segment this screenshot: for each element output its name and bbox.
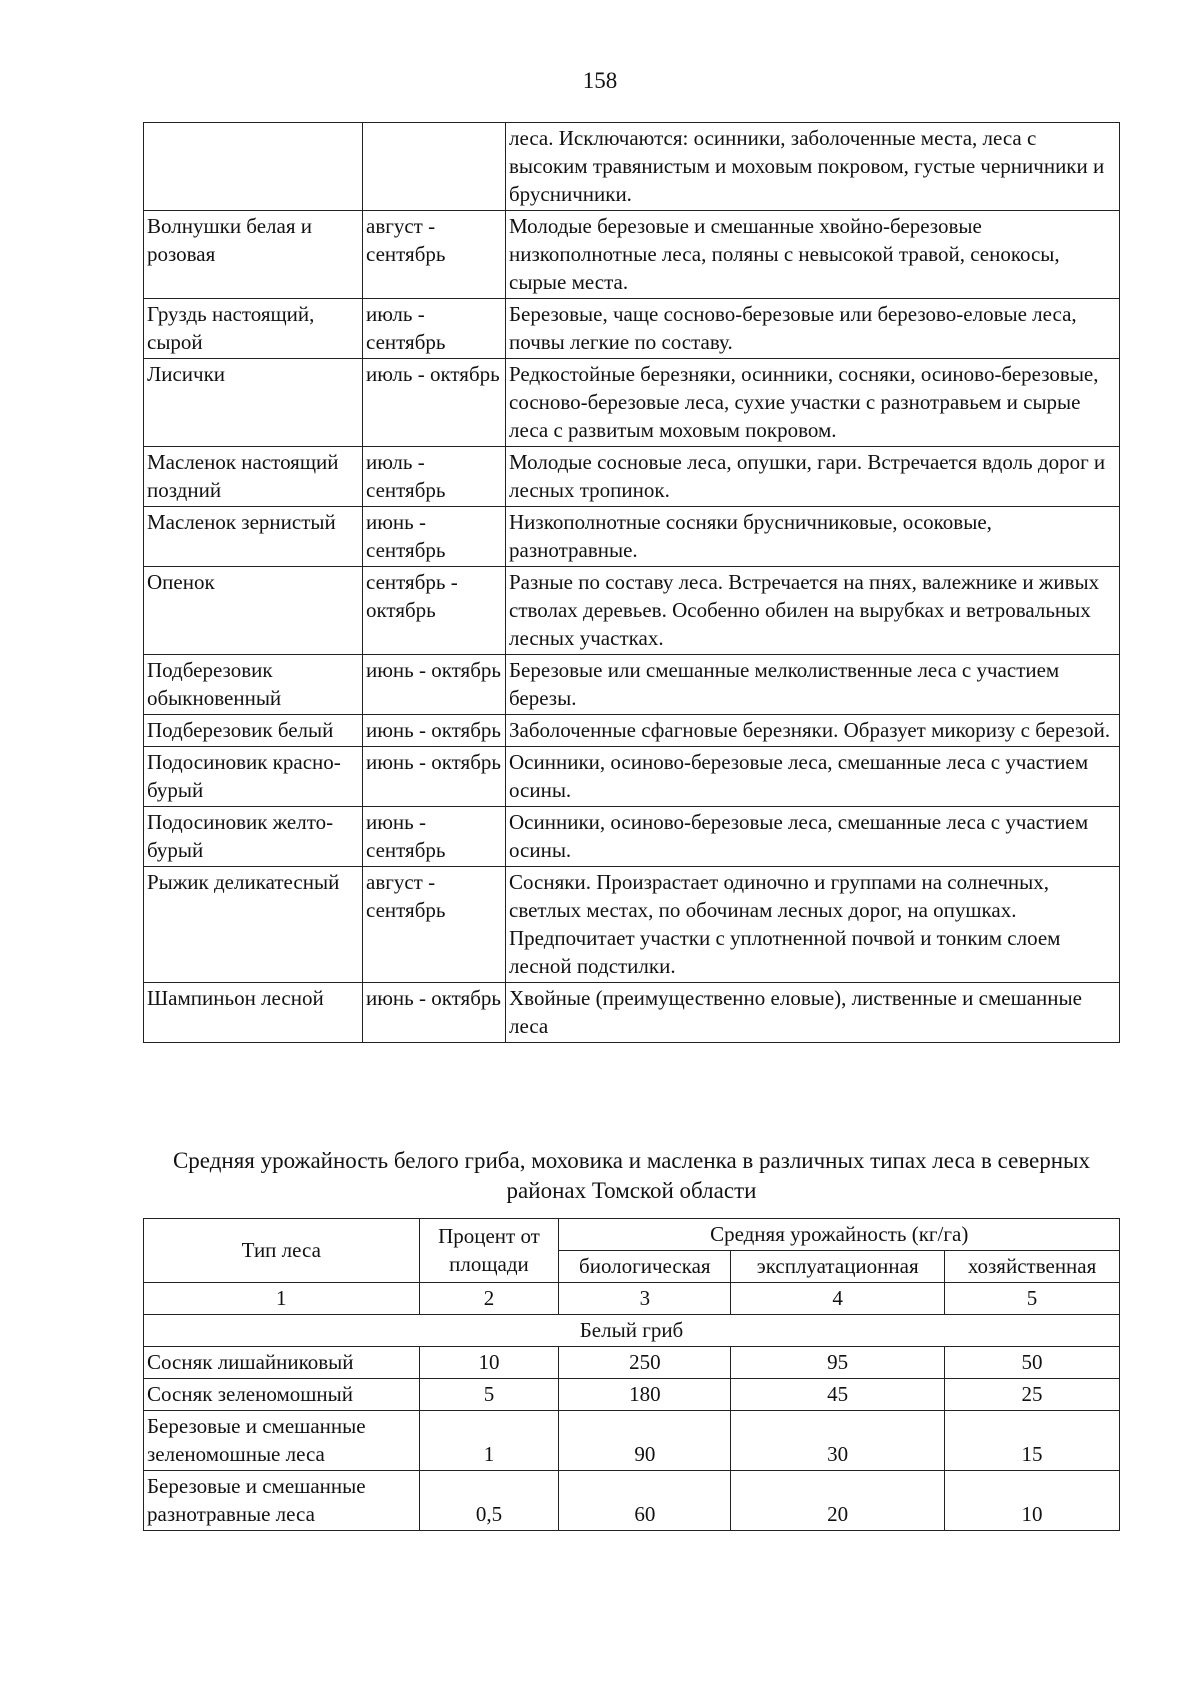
table-row	[144, 807, 1120, 867]
table-row	[144, 983, 1120, 1043]
mushroom-name: Масленок настоящий поздний	[144, 447, 363, 507]
harvest-period: июнь - октябрь	[363, 715, 506, 747]
table-row	[144, 299, 1120, 359]
table-row	[144, 447, 1120, 507]
table-row	[144, 1471, 1120, 1531]
table-row	[144, 1379, 1120, 1411]
mushroom-name: Груздь настоящий, сырой	[144, 299, 363, 359]
mushroom-name: Опенок	[144, 567, 363, 655]
harvest-period: июнь - октябрь	[363, 983, 506, 1043]
harvest-period: июль - октябрь	[363, 359, 506, 447]
yield-table	[143, 1218, 1120, 1531]
harvest-period	[363, 123, 506, 211]
harvest-period: июль - сентябрь	[363, 447, 506, 507]
economic-yield: 10	[945, 1471, 1120, 1531]
operational-yield: 95	[731, 1347, 945, 1379]
mushroom-name	[144, 123, 363, 211]
column-number-row	[144, 1283, 1120, 1315]
table-caption: Средняя урожайность белого гриба, моховика и масленка в различных типах леса в северных районах Томской области	[172, 1148, 1091, 1203]
operational-yield: 45	[731, 1379, 945, 1411]
table-row	[144, 747, 1120, 807]
habitat-description: Сосняки. Произрастает одиночно и группами на солнечных, светлых местах, по обочинам лесных дорог, на опушках. Предпочитает участки с уплотненной почвой и тонким слоем лесной подстилки.	[506, 867, 1120, 983]
harvest-period: июнь - октябрь	[363, 747, 506, 807]
habitat-description: Редкостойные березняки, осинники, сосняки, осиново-березовые, сосново-березовые леса, сухие участки с разнотравьем и сырые леса с развитым моховым покровом.	[506, 359, 1120, 447]
harvest-period: июнь - сентябрь	[363, 807, 506, 867]
table-row	[144, 1347, 1120, 1379]
economic-yield: 15	[945, 1411, 1120, 1471]
section-row	[144, 1315, 1120, 1347]
header-operational: эксплуатационная	[731, 1251, 945, 1283]
table-row	[144, 567, 1120, 655]
area-percent: 10	[419, 1347, 559, 1379]
mushroom-habitat-table	[143, 122, 1120, 1043]
habitat-description: Березовые, чаще сосново-березовые или березово-еловые леса, почвы легкие по составу.	[506, 299, 1120, 359]
habitat-description: Разные по составу леса. Встречается на пнях, валежнике и живых стволах деревьев. Особенно обилен на вырубках и ветровальных лесных участках.	[506, 567, 1120, 655]
table-row	[144, 507, 1120, 567]
harvest-period: сентябрь - октябрь	[363, 567, 506, 655]
yield-header-row	[144, 1219, 1120, 1251]
mushroom-name: Рыжик деликатесный	[144, 867, 363, 983]
area-percent: 1	[419, 1411, 559, 1471]
harvest-period: июнь - сентябрь	[363, 507, 506, 567]
header-avg-yield: Средняя урожайность (кг/га)	[559, 1219, 1120, 1251]
column-number: 2	[419, 1283, 559, 1315]
biological-yield: 90	[559, 1411, 731, 1471]
header-area-percent: Процент от площади	[419, 1219, 559, 1283]
header-forest-type: Тип леса	[144, 1219, 420, 1283]
biological-yield: 180	[559, 1379, 731, 1411]
column-number: 1	[144, 1283, 420, 1315]
table-row	[144, 123, 1120, 211]
table-row	[144, 655, 1120, 715]
biological-yield: 60	[559, 1471, 731, 1531]
harvest-period: август - сентябрь	[363, 211, 506, 299]
table-row	[144, 211, 1120, 299]
habitat-description: Заболоченные сфагновые березняки. Образует микоризу с березой.	[506, 715, 1120, 747]
habitat-description: Молодые березовые и смешанные хвойно-березовые низкополнотные леса, поляны с невысокой травой, сенокосы, сырые места.	[506, 211, 1120, 299]
habitat-description: Осинники, осиново-березовые леса, смешанные леса с участием осины.	[506, 747, 1120, 807]
operational-yield: 20	[731, 1471, 945, 1531]
habitat-description: Хвойные (преимущественно еловые), лиственные и смешанные леса	[506, 983, 1120, 1043]
table-row	[144, 867, 1120, 983]
harvest-period: июль - сентябрь	[363, 299, 506, 359]
mushroom-name: Подберезовик белый	[144, 715, 363, 747]
mushroom-name: Шампиньон лесной	[144, 983, 363, 1043]
habitat-description: леса. Исключаются: осинники, заболоченные места, леса с высоким травянистым и моховым покровом, густые черничники и брусничники.	[506, 123, 1120, 211]
harvest-period: август - сентябрь	[363, 867, 506, 983]
area-percent: 5	[419, 1379, 559, 1411]
mushroom-name: Волнушки белая и розовая	[144, 211, 363, 299]
forest-type: Сосняк зеленомошный	[144, 1379, 420, 1411]
economic-yield: 25	[945, 1379, 1120, 1411]
header-biological: биологическая	[559, 1251, 731, 1283]
mushroom-name: Масленок зернистый	[144, 507, 363, 567]
habitat-description: Низкополнотные сосняки брусничниковые, осоковые, разнотравные.	[506, 507, 1120, 567]
mushroom-name: Подосиновик желто-бурый	[144, 807, 363, 867]
economic-yield: 50	[945, 1347, 1120, 1379]
table-row	[144, 359, 1120, 447]
column-number: 3	[559, 1283, 731, 1315]
forest-type: Березовые и смешанные зеленомошные леса	[144, 1411, 420, 1471]
page-number: 158	[582, 68, 618, 93]
mushroom-name: Подберезовик обыкновенный	[144, 655, 363, 715]
biological-yield: 250	[559, 1347, 731, 1379]
section-title: Белый гриб	[144, 1315, 1120, 1347]
operational-yield: 30	[731, 1411, 945, 1471]
forest-type: Сосняк лишайниковый	[144, 1347, 420, 1379]
table-row	[144, 1411, 1120, 1471]
mushroom-name: Лисички	[144, 359, 363, 447]
mushroom-name: Подосиновик красно-бурый	[144, 747, 363, 807]
harvest-period: июнь - октябрь	[363, 655, 506, 715]
habitat-description: Березовые или смешанные мелколиственные леса с участием березы.	[506, 655, 1120, 715]
header-economic: хозяйственная	[945, 1251, 1120, 1283]
area-percent: 0,5	[419, 1471, 559, 1531]
column-number: 4	[731, 1283, 945, 1315]
table-row	[144, 715, 1120, 747]
column-number: 5	[945, 1283, 1120, 1315]
habitat-description: Молодые сосновые леса, опушки, гари. Встречается вдоль дорог и лесных тропинок.	[506, 447, 1120, 507]
forest-type: Березовые и смешанные разнотравные леса	[144, 1471, 420, 1531]
habitat-description: Осинники, осиново-березовые леса, смешанные леса с участием осины.	[506, 807, 1120, 867]
